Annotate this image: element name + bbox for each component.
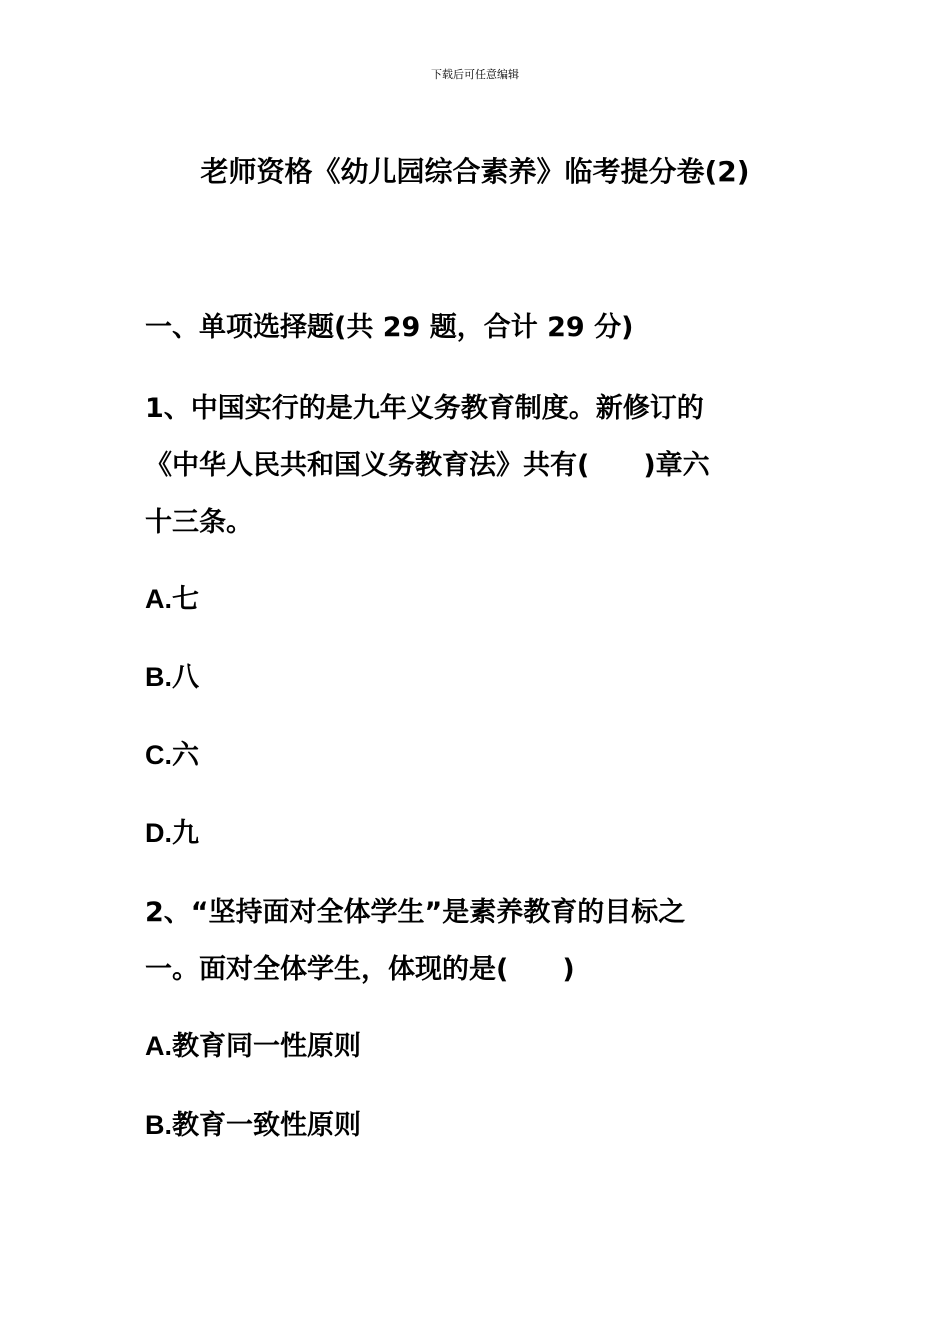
document-title: 老师资格《幼儿园综合素养》临考提分卷(2) — [200, 155, 750, 188]
option-text: 教育同一性原则 — [172, 1031, 361, 1062]
question-2-line-1: 2、“坚持面对全体学生”是素养教育的目标之 — [145, 897, 686, 928]
option-letter: C. — [145, 740, 172, 770]
option-text: 教育一致性原则 — [172, 1110, 361, 1141]
question-1-option-a — [145, 579, 815, 620]
question-2 — [145, 884, 815, 998]
option-text: 七 — [172, 584, 199, 615]
question-2-line-2: 一。面对全体学生，体现的是( ) — [145, 954, 575, 985]
question-1-option-d — [145, 813, 815, 854]
header-note: 下载后可任意编辑 — [431, 68, 519, 81]
question-2-option-b — [145, 1105, 815, 1146]
option-text: 六 — [172, 740, 199, 771]
option-text: 八 — [172, 662, 199, 693]
question-1-option-b — [145, 657, 815, 698]
question-1-line-3: 十三条。 — [145, 507, 253, 538]
question-1 — [145, 380, 815, 551]
section-heading: 一、单项选择题(共 29 题，合计 29 分) — [145, 312, 634, 343]
question-1-line-1: 1、中国实行的是九年义务教育制度。新修订的 — [145, 393, 704, 424]
option-letter: B. — [145, 1110, 172, 1140]
question-1-option-c — [145, 735, 815, 776]
option-text: 九 — [172, 818, 199, 849]
option-letter: A. — [145, 1031, 172, 1061]
option-letter: A. — [145, 584, 172, 614]
option-letter: D. — [145, 818, 172, 848]
question-1-line-2: 《中华人民共和国义务教育法》共有( )章六 — [145, 450, 710, 481]
question-2-option-a — [145, 1026, 815, 1067]
option-letter: B. — [145, 662, 172, 692]
